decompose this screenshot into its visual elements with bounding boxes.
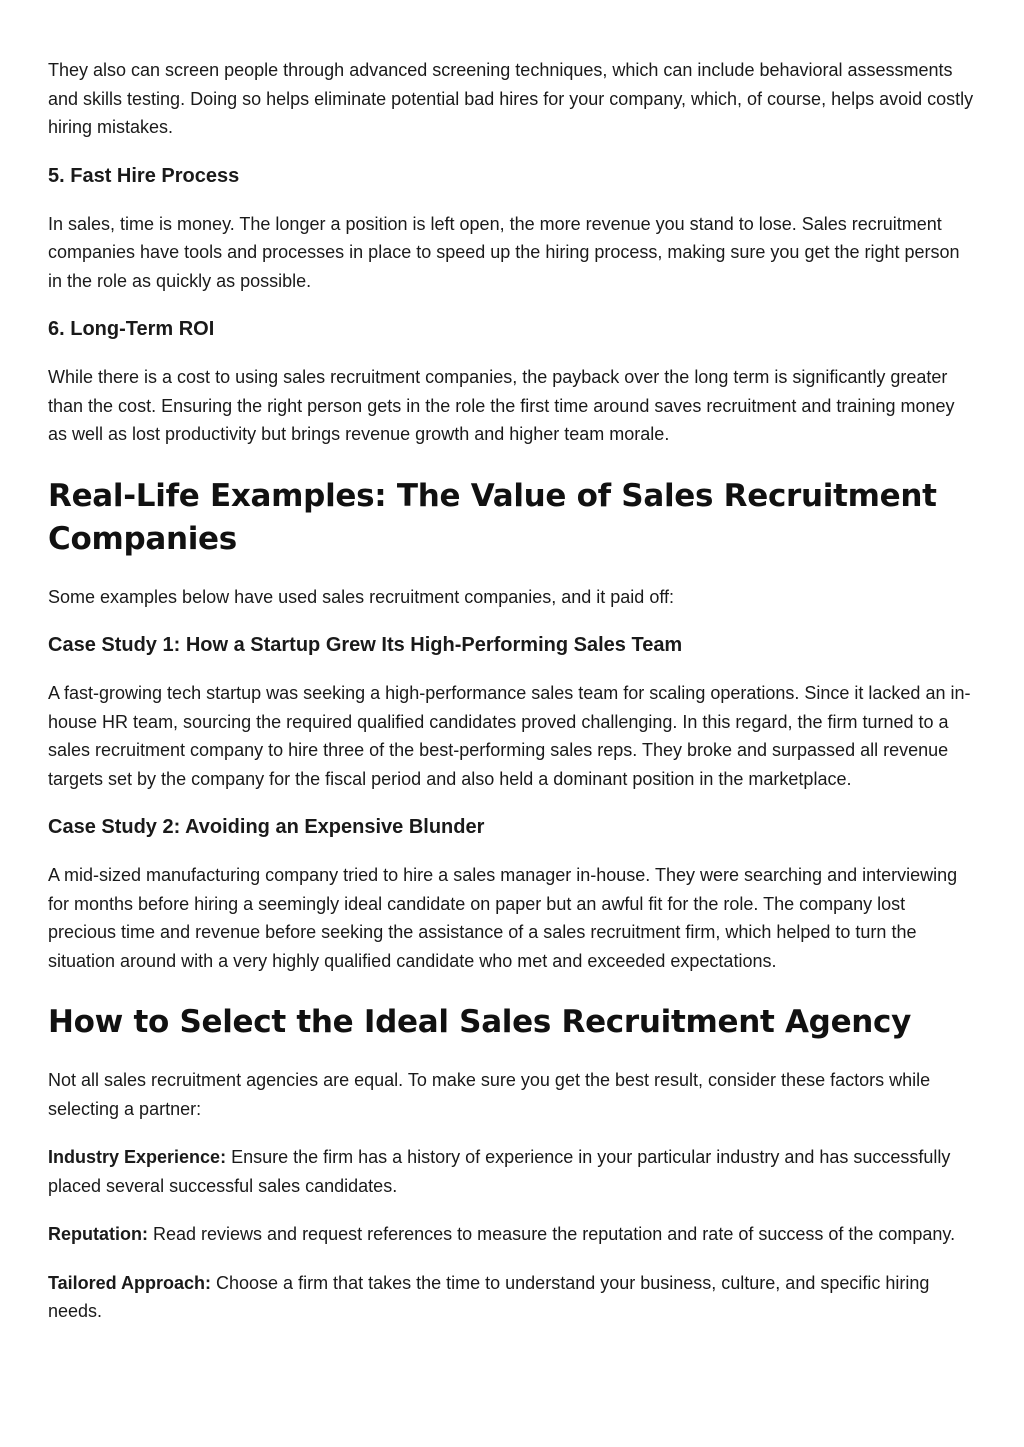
section-6-body: While there is a cost to using sales recruitment companies, the payback over the long term is significantly greater than the cost. Ensuring the right person gets in the role the first time around saves recruitment and training money as well as lost productivity but brings revenue growth and higher team morale.	[48, 367, 955, 444]
select-agency-heading: How to Select the Ideal Sales Recruitment Agency	[48, 1004, 912, 1040]
case-study-1-body: A fast-growing tech startup was seeking a high-performance sales team for scaling operations. Since it lacked an in-house HR team, sourcing the required qualified candidates proved challenging. In this regard, the firm turned to a sales recruitment company to hire three of the best-performing sales reps. They broke and surpassed all revenue targets set by the company for the fiscal period and also held a dominant position in the marketplace.	[48, 683, 971, 789]
factor-tailored-approach	[48, 1269, 978, 1326]
case-study-2-heading: Case Study 2: Avoiding an Expensive Blunder	[48, 816, 485, 838]
case-study-1-heading: Case Study 1: How a Startup Grew Its High-Performing Sales Team	[48, 634, 683, 656]
document-page	[48, 56, 978, 1346]
factor-text: Choose a firm that takes the time to understand your business, culture, and specific hiring needs.	[48, 1272, 930, 1321]
factor-label: Tailored Approach:	[48, 1272, 212, 1293]
examples-heading: Real-Life Examples: The Value of Sales Recruitment Companies	[48, 477, 937, 557]
factor-label: Industry Experience:	[48, 1147, 227, 1167]
section-5-body: In sales, time is money. The longer a position is left open, the more revenue you stand to lose. Sales recruitment companies have tools and processes in place to speed up the hiring process, making sure you get the right person in the role as quickly as possible.	[48, 213, 960, 291]
factor-reputation	[48, 1220, 978, 1249]
intro-paragraph: They also can screen people through advanced screening techniques, which can include behavioral assessments and skills testing. Doing so helps eliminate potential bad hires for your company, which, of course, helps avoid costly hiring mistakes.	[48, 60, 974, 137]
section-5-heading: 5. Fast Hire Process	[48, 164, 240, 187]
factor-industry-experience	[48, 1143, 978, 1200]
section-6-heading: 6. Long-Term ROI	[48, 318, 215, 340]
examples-intro: Some examples below have used sales recruitment companies, and it paid off:	[48, 586, 675, 607]
factor-text: Read reviews and request references to measure the reputation and rate of success of the company.	[147, 1224, 956, 1244]
select-agency-intro: Not all sales recruitment agencies are equal. To make sure you get the best result, consider these factors while selecting a partner:	[48, 1070, 931, 1119]
factor-label: Reputation:	[48, 1224, 148, 1244]
case-study-2-body: A mid-sized manufacturing company tried to hire a sales manager in-house. They were searching and interviewing for months before hiring a seemingly ideal candidate on paper but an awful fit for the role. The company lost precious time and revenue before seeking the assistance of a sales recruitment firm, which helped to turn the situation around with a very highly qualified candidate who met and exceeded expectations.	[48, 865, 958, 971]
factor-text: Ensure the firm has a history of experience in your particular industry and has successfully placed several successful sales candidates.	[48, 1147, 951, 1196]
